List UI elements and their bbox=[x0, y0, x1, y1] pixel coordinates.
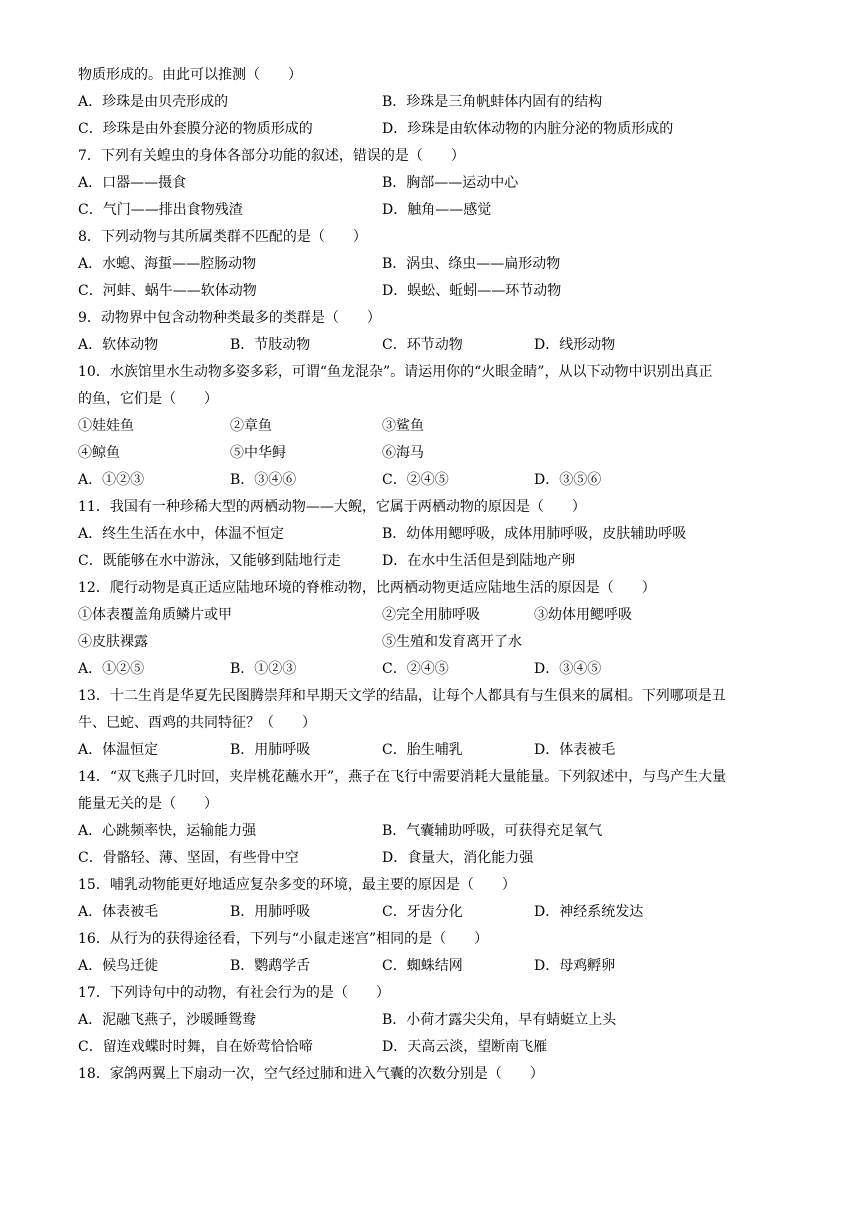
q11-stem bbox=[78, 494, 798, 521]
list-item: ④皮肤裸露 bbox=[78, 634, 148, 650]
option-a[interactable]: A．珍珠是由贝壳形成的 bbox=[78, 94, 229, 110]
q7-stem bbox=[78, 143, 798, 170]
list-item: ②章鱼 bbox=[230, 418, 272, 434]
q6-stem-tail bbox=[78, 62, 798, 89]
q17-options-row2 bbox=[78, 1034, 798, 1061]
question-text: 11．我国有一种珍稀大型的两栖动物——大鲵，它属于两栖动物的原因是（ ） bbox=[78, 499, 586, 515]
q10-items-row1 bbox=[78, 413, 798, 440]
question-text: 牛、巳蛇、酉鸡的共同特征？（ ） bbox=[78, 715, 316, 731]
option-c[interactable]: C．河蚌、蜗牛——软体动物 bbox=[78, 283, 257, 299]
option-a[interactable]: A．水螅、海蜇——腔肠动物 bbox=[78, 256, 257, 272]
option-d[interactable]: D．母鸡孵卵 bbox=[534, 958, 616, 974]
q7-options-row1 bbox=[78, 170, 798, 197]
option-a[interactable]: A．口器——摄食 bbox=[78, 175, 187, 191]
q14-options-row1 bbox=[78, 818, 798, 845]
option-a[interactable]: A．心跳频率快，运输能力强 bbox=[78, 823, 257, 839]
option-a[interactable]: A．终生生活在水中，体温不恒定 bbox=[78, 526, 285, 542]
q12-items-row2 bbox=[78, 629, 798, 656]
option-a[interactable]: A．①②③ bbox=[78, 472, 145, 488]
q11-options-row1 bbox=[78, 521, 798, 548]
option-a[interactable]: A．体表被毛 bbox=[78, 904, 159, 920]
option-d[interactable]: D．③④⑤ bbox=[534, 661, 602, 677]
q12-items-row1 bbox=[78, 602, 798, 629]
option-d[interactable]: D．食量大，消化能力强 bbox=[382, 850, 534, 866]
question-text: 7．下列有关蝗虫的身体各部分功能的叙述，错误的是（ ） bbox=[78, 148, 465, 164]
option-c[interactable]: C．骨骼轻、薄、坚固，有些骨中空 bbox=[78, 850, 299, 866]
q14-stem-line1 bbox=[78, 764, 798, 791]
option-d[interactable]: D．在水中生活但是到陆地产卵 bbox=[382, 553, 576, 569]
list-item: ③幼体用鳃呼吸 bbox=[534, 607, 632, 623]
option-c[interactable]: C．②④⑤ bbox=[382, 472, 449, 488]
q11-options-row2 bbox=[78, 548, 798, 575]
option-a[interactable]: A．体温恒定 bbox=[78, 742, 159, 758]
option-d[interactable]: D．天高云淡，望断南飞雁 bbox=[382, 1039, 548, 1055]
option-c[interactable]: C．气门——排出食物残渣 bbox=[78, 202, 243, 218]
q15-stem bbox=[78, 872, 798, 899]
q7-options-row2 bbox=[78, 197, 798, 224]
option-a[interactable]: A．候鸟迁徙 bbox=[78, 958, 159, 974]
q6-options-row1 bbox=[78, 89, 798, 116]
q13-stem-line2 bbox=[78, 710, 798, 737]
option-b[interactable]: B．鹦鹉学舌 bbox=[230, 958, 311, 974]
question-text: 12．爬行动物是真正适应陆地环境的脊椎动物，比两栖动物更适应陆地生活的原因是（ ） bbox=[78, 580, 656, 596]
q16-stem bbox=[78, 926, 798, 953]
q10-items-row2 bbox=[78, 440, 798, 467]
option-b[interactable]: B．小荷才露尖尖角，早有蜻蜓立上头 bbox=[382, 1012, 617, 1028]
q18-stem bbox=[78, 1061, 798, 1088]
option-d[interactable]: D．珍珠是由软体动物的内脏分泌的物质形成的 bbox=[382, 121, 674, 137]
question-text: 14．“双飞燕子几时回，夹岸桃花蘸水开”，燕子在飞行中需要消耗大量能量。下列叙述中，与鸟产生大量 bbox=[78, 769, 727, 785]
q15-options bbox=[78, 899, 798, 926]
list-item: ②完全用肺呼吸 bbox=[382, 607, 480, 623]
option-c[interactable]: C．环节动物 bbox=[382, 337, 463, 353]
list-item: ⑤生殖和发育离开了水 bbox=[382, 634, 522, 650]
option-d[interactable]: D．体表被毛 bbox=[534, 742, 616, 758]
option-b[interactable]: B．涡虫、绦虫——扁形动物 bbox=[382, 256, 561, 272]
option-a[interactable]: A．软体动物 bbox=[78, 337, 159, 353]
question-text: 16．从行为的获得途径看，下列与“小鼠走迷宫”相同的是（ ） bbox=[78, 931, 489, 947]
question-text: 10．水族馆里水生动物多姿多彩，可谓“鱼龙混杂”。请运用你的“火眼金睛”，从以下动物中识别出真正 bbox=[78, 364, 713, 380]
option-d[interactable]: D．③⑤⑥ bbox=[534, 472, 602, 488]
option-b[interactable]: B．珍珠是三角帆蚌体内固有的结构 bbox=[382, 94, 603, 110]
q10-stem-line1 bbox=[78, 359, 798, 386]
question-text: 9．动物界中包含动物种类最多的类群是（ ） bbox=[78, 310, 381, 326]
option-b[interactable]: B．节肢动物 bbox=[230, 337, 311, 353]
option-c[interactable]: C．留连戏蝶时时舞，自在娇莺恰恰啼 bbox=[78, 1039, 313, 1055]
list-item: ⑤中华鲟 bbox=[230, 445, 286, 461]
q17-stem bbox=[78, 980, 798, 1007]
question-text: 的鱼，它们是（ ） bbox=[78, 391, 218, 407]
option-d[interactable]: D．神经系统发达 bbox=[534, 904, 644, 920]
q14-options-row2 bbox=[78, 845, 798, 872]
q12-options bbox=[78, 656, 798, 683]
option-c[interactable]: C．②④⑤ bbox=[382, 661, 449, 677]
q12-stem bbox=[78, 575, 798, 602]
option-a[interactable]: A．①②⑤ bbox=[78, 661, 145, 677]
question-text: 物质形成的。由此可以推测（ ） bbox=[78, 67, 302, 83]
option-b[interactable]: B．用肺呼吸 bbox=[230, 904, 311, 920]
option-b[interactable]: B．气囊辅助呼吸，可获得充足氧气 bbox=[382, 823, 603, 839]
option-b[interactable]: B．③④⑥ bbox=[230, 472, 297, 488]
q10-options bbox=[78, 467, 798, 494]
list-item: ⑥海马 bbox=[382, 445, 424, 461]
question-text: 能量无关的是（ ） bbox=[78, 796, 218, 812]
q8-options-row2 bbox=[78, 278, 798, 305]
q8-options-row1 bbox=[78, 251, 798, 278]
list-item: ①体表覆盖角质鳞片或甲 bbox=[78, 607, 232, 623]
q9-options bbox=[78, 332, 798, 359]
option-c[interactable]: C．既能够在水中游泳，又能够到陆地行走 bbox=[78, 553, 341, 569]
q16-options bbox=[78, 953, 798, 980]
option-d[interactable]: D．触角——感觉 bbox=[382, 202, 492, 218]
question-text: 18．家鸽两翼上下扇动一次，空气经过肺和进入气囊的次数分别是（ ） bbox=[78, 1066, 544, 1082]
exam-page bbox=[78, 62, 798, 1088]
option-d[interactable]: D．蜈蚣、蚯蚓——环节动物 bbox=[382, 283, 562, 299]
option-c[interactable]: C．胎生哺乳 bbox=[382, 742, 463, 758]
option-c[interactable]: C．珍珠是由外套膜分泌的物质形成的 bbox=[78, 121, 313, 137]
option-b[interactable]: B．幼体用鳃呼吸，成体用肺呼吸，皮肤辅助呼吸 bbox=[382, 526, 687, 542]
list-item: ④鲸鱼 bbox=[78, 445, 120, 461]
q8-stem bbox=[78, 224, 798, 251]
option-c[interactable]: C．牙齿分化 bbox=[382, 904, 463, 920]
q17-options-row1 bbox=[78, 1007, 798, 1034]
question-text: 17．下列诗句中的动物，有社会行为的是（ ） bbox=[78, 985, 390, 1001]
q13-stem-line1 bbox=[78, 683, 798, 710]
option-b[interactable]: B．胸部——运动中心 bbox=[382, 175, 519, 191]
question-text: 15．哺乳动物能更好地适应复杂多变的环境，最主要的原因是（ ） bbox=[78, 877, 516, 893]
option-d[interactable]: D．线形动物 bbox=[534, 337, 616, 353]
q10-stem-line2 bbox=[78, 386, 798, 413]
q6-options-row2 bbox=[78, 116, 798, 143]
list-item: ①娃娃鱼 bbox=[78, 418, 134, 434]
q13-options bbox=[78, 737, 798, 764]
option-b[interactable]: B．①②③ bbox=[230, 661, 297, 677]
option-a[interactable]: A．泥融飞燕子，沙暖睡鸳鸯 bbox=[78, 1012, 257, 1028]
option-b[interactable]: B．用肺呼吸 bbox=[230, 742, 311, 758]
question-text: 8．下列动物与其所属类群不匹配的是（ ） bbox=[78, 229, 367, 245]
list-item: ③鲨鱼 bbox=[382, 418, 424, 434]
question-text: 13．十二生肖是华夏先民图腾崇拜和早期天文学的结晶，让每个人都具有与生俱来的属相。下列哪项是丑 bbox=[78, 688, 726, 704]
option-c[interactable]: C．蜘蛛结网 bbox=[382, 958, 463, 974]
q9-stem bbox=[78, 305, 798, 332]
q14-stem-line2 bbox=[78, 791, 798, 818]
